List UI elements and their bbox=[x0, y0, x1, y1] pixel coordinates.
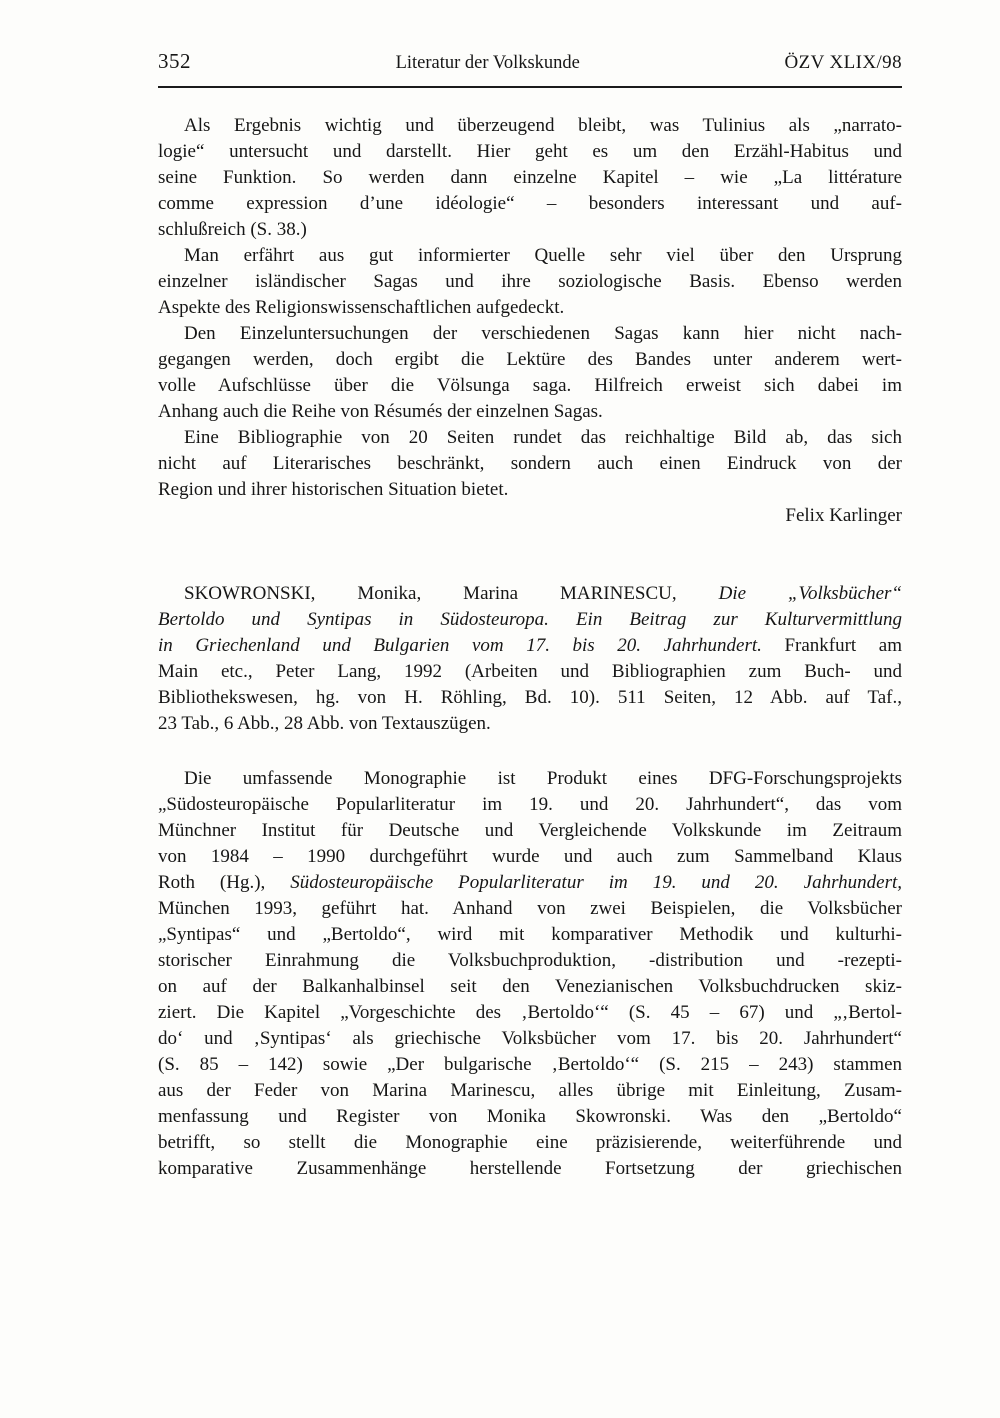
text-line bbox=[158, 321, 902, 347]
text-line bbox=[158, 1156, 902, 1182]
text-line bbox=[158, 373, 902, 399]
text-segment: schlußreich (S. 38.) bbox=[158, 219, 307, 240]
text-segment: betrifft, so stellt die Monographie eine präzisierende, weiterführende und bbox=[158, 1132, 902, 1153]
text-line bbox=[158, 451, 902, 477]
text-segment: nicht auf Literarisches beschränkt, sondern auch einen Eindruck von der bbox=[158, 453, 902, 474]
text-line bbox=[158, 1052, 902, 1078]
text-line bbox=[158, 425, 902, 451]
text-segment: einzelner isländischer Sagas und ihre soziologische Basis. Ebenso werden bbox=[158, 271, 902, 292]
text-segment: Als Ergebnis wichtig und überzeugend bleibt, was Tulinius als „narrato- bbox=[184, 115, 902, 136]
text-segment: (S. 85 – 142) sowie „Der bulgarische ‚Bertoldo‘“ (S. 215 – 243) stammen bbox=[158, 1054, 902, 1075]
text-segment: von 1984 – 1990 durchgeführt wurde und auch zum Sammelband Klaus bbox=[158, 846, 902, 867]
text-segment: Die umfassende Monographie ist Produkt eines DFG-Forschungsprojekts bbox=[184, 768, 902, 789]
paragraph bbox=[158, 243, 902, 321]
text-line bbox=[158, 1104, 902, 1130]
text-segment: logie“ untersucht und darstellt. Hier geht es um den Erzähl-Habitus und bbox=[158, 141, 902, 162]
text-line bbox=[158, 1078, 902, 1104]
text-segment: „Syntipas“ und „Bertoldo“, wird mit komparativer Methodik und kulturhi- bbox=[158, 924, 902, 945]
text-line bbox=[158, 191, 902, 217]
text-line bbox=[158, 269, 902, 295]
text-segment: storischer Einrahmung die Volksbuchproduktion, -distribution und -rezepti- bbox=[158, 950, 902, 971]
text-line bbox=[158, 685, 902, 711]
bibliography-entry bbox=[158, 581, 902, 737]
italic-text-segment: in Griechenland und Bulgarien vom 17. bis 20. Jahrhundert. bbox=[158, 635, 762, 656]
paragraph bbox=[158, 425, 902, 503]
text-line bbox=[158, 581, 902, 607]
text-segment: Roth (Hg.), bbox=[158, 872, 291, 893]
text-segment: „Südosteuropäische Popularliteratur im 19. und 20. Jahrhundert“, das vom bbox=[158, 794, 902, 815]
review-text bbox=[158, 113, 902, 503]
text-line bbox=[158, 347, 902, 373]
text-line bbox=[158, 217, 902, 243]
text-segment: volle Aufschlüsse über die Völsunga saga. Hilfreich erweist sich dabei im bbox=[158, 375, 902, 396]
review-text bbox=[158, 766, 902, 1182]
italic-text-segment: Die „Volksbücher“ bbox=[718, 583, 902, 604]
text-line bbox=[158, 399, 902, 425]
text-segment: aus der Feder von Marina Marinescu, alles übrige mit Einleitung, Zusam- bbox=[158, 1080, 902, 1101]
text-line bbox=[158, 711, 902, 737]
text-segment: comme expression d’une idéologie“ – besonders interessant und auf- bbox=[158, 193, 902, 214]
paragraph bbox=[158, 113, 902, 243]
text-segment: Münchner Institut für Deutsche und Vergleichende Volkskunde im Zeitraum bbox=[158, 820, 902, 841]
text-line bbox=[158, 896, 902, 922]
text-line bbox=[158, 922, 902, 948]
text-line bbox=[158, 792, 902, 818]
text-line bbox=[158, 766, 902, 792]
text-segment: Bibliothekswesen, hg. von H. Röhling, Bd. 10). 511 Seiten, 12 Abb. auf Taf., bbox=[158, 687, 902, 708]
review-section-skowronski bbox=[158, 581, 902, 1182]
header-rule bbox=[158, 86, 902, 88]
text-line bbox=[158, 139, 902, 165]
text-line bbox=[158, 113, 902, 139]
page-content bbox=[158, 48, 902, 1182]
text-segment: Den Einzeluntersuchungen der verschiedenen Sagas kann hier nicht nach- bbox=[184, 323, 902, 344]
text-line bbox=[158, 659, 902, 685]
text-segment: Frankfurt am bbox=[761, 635, 902, 656]
text-segment: München 1993, geführt hat. Anhand von zwei Beispielen, die Volksbücher bbox=[158, 898, 902, 919]
text-line bbox=[158, 974, 902, 1000]
page-number: 352 bbox=[158, 49, 191, 73]
issue-label: ÖZV XLIX/98 bbox=[784, 52, 902, 73]
text-segment: komparative Zusammenhänge herstellende Fortsetzung der griechischen bbox=[158, 1158, 902, 1179]
text-segment: SKOWRONSKI, Monika, Marina MARINESCU, bbox=[184, 583, 719, 604]
paragraph bbox=[158, 766, 902, 1182]
text-segment: Eine Bibliographie von 20 Seiten rundet das reichhaltige Bild ab, das sich bbox=[184, 427, 902, 448]
paragraph bbox=[158, 581, 902, 737]
text-line bbox=[158, 165, 902, 191]
italic-text-segment: Bertoldo und Syntipas in Südosteuropa. Ein Beitrag zur Kulturvermittlung bbox=[158, 609, 902, 630]
text-line bbox=[158, 1130, 902, 1156]
text-line bbox=[158, 243, 902, 269]
page-header bbox=[158, 48, 902, 76]
text-line bbox=[158, 870, 902, 896]
text-segment: 23 Tab., 6 Abb., 28 Abb. von Textauszügen. bbox=[158, 713, 491, 734]
text-segment: on auf der Balkanhalbinsel seit den Venezianischen Volksbuchdrucken skiz- bbox=[158, 976, 902, 997]
text-line bbox=[158, 1000, 902, 1026]
text-line bbox=[158, 477, 902, 503]
text-line bbox=[158, 1026, 902, 1052]
text-line bbox=[158, 633, 902, 659]
text-line bbox=[158, 948, 902, 974]
text-segment: Aspekte des Religionswissenschaftlichen aufgedeckt. bbox=[158, 297, 565, 318]
reviewer-signature: Felix Karlinger bbox=[785, 505, 902, 526]
text-segment: gegangen werden, doch ergibt die Lektüre des Bandes unter anderem wert- bbox=[158, 349, 902, 370]
text-segment: do‘ und ‚Syntipas‘ als griechische Volksbücher vom 17. bis 20. Jahrhundert“ bbox=[158, 1028, 902, 1049]
text-segment: ziert. Die Kapitel „Vorgeschichte des ‚Bertoldo‘“ (S. 45 – 67) und „‚Bertol- bbox=[158, 1002, 902, 1023]
text-segment: menfassung und Register von Monika Skowronski. Was den „Bertoldo“ bbox=[158, 1106, 902, 1127]
text-line bbox=[158, 295, 902, 321]
running-title: Literatur der Volkskunde bbox=[395, 53, 580, 73]
text-line bbox=[158, 818, 902, 844]
text-segment: Main etc., Peter Lang, 1992 (Arbeiten und Bibliographien zum Buch- und bbox=[158, 661, 902, 682]
text-segment: seine Funktion. So werden dann einzelne Kapitel – wie „La littérature bbox=[158, 167, 902, 188]
text-segment: Man erfährt aus gut informierter Quelle sehr viel über den Ursprung bbox=[184, 245, 902, 266]
paragraph bbox=[158, 321, 902, 425]
text-segment: Region und ihrer historischen Situation bietet. bbox=[158, 479, 509, 500]
text-line bbox=[158, 844, 902, 870]
italic-text-segment: Südosteuropäische Popularliteratur im 19. und 20. Jahrhundert, bbox=[290, 872, 902, 893]
text-segment: Anhang auch die Reihe von Résumés der einzelnen Sagas. bbox=[158, 401, 603, 422]
review-section-karlinger bbox=[158, 113, 902, 529]
text-line bbox=[158, 607, 902, 633]
